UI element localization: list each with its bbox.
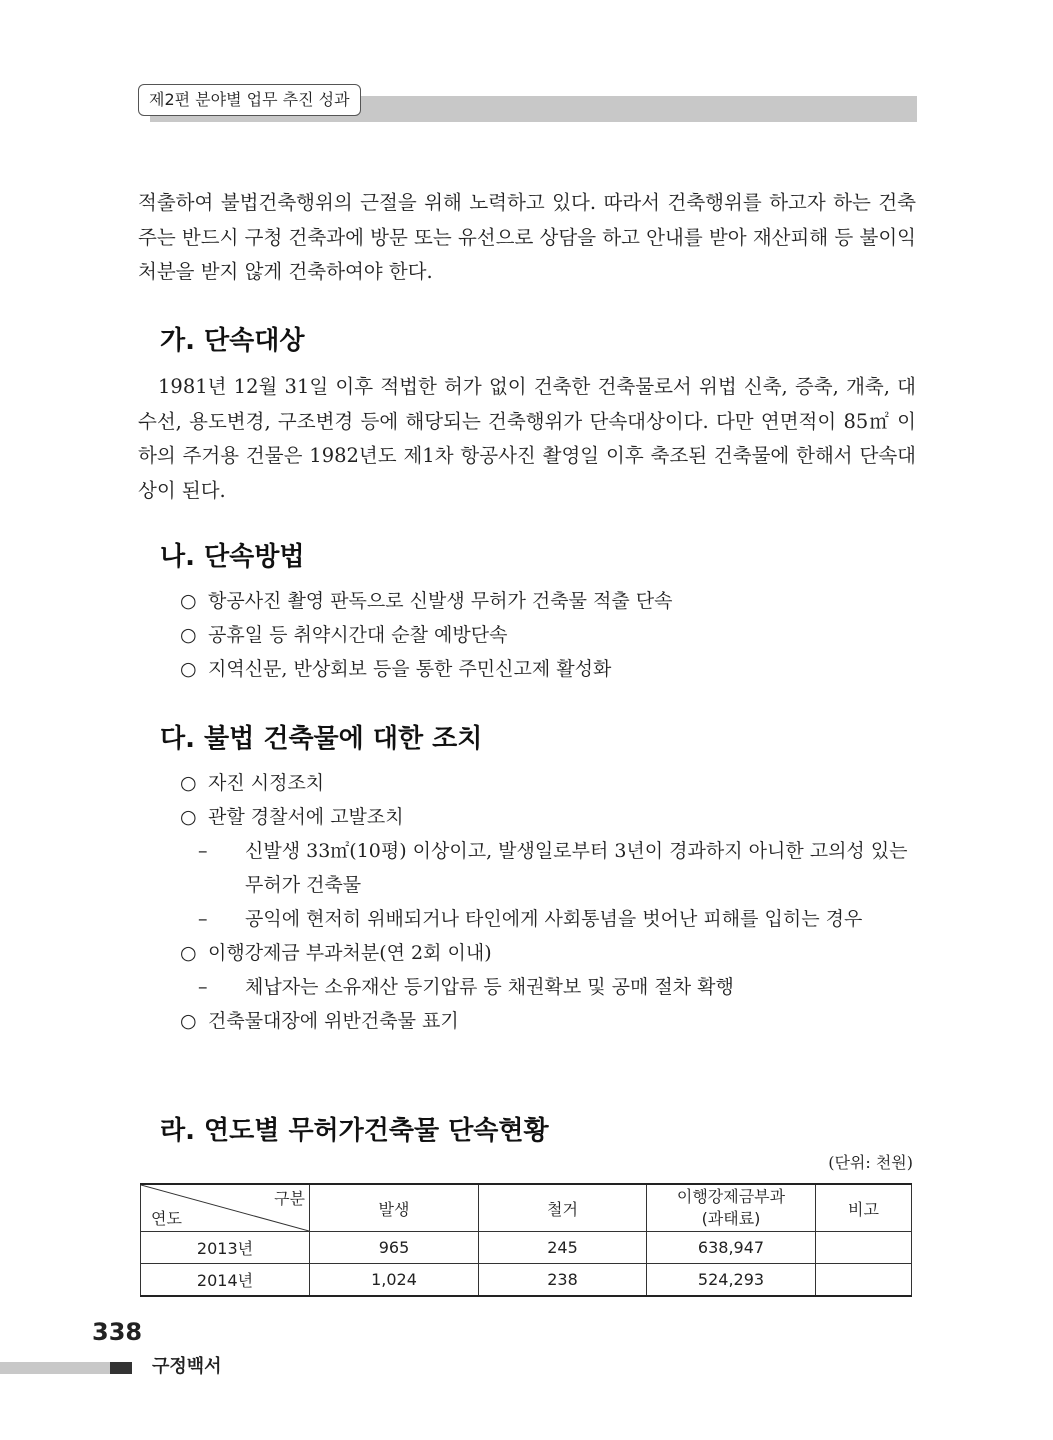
- cell-fine: 524,293: [647, 1264, 816, 1297]
- table-header-row: [141, 1184, 912, 1232]
- table-row: [141, 1232, 912, 1264]
- paragraph-ga: 1981년 12월 31일 이후 적법한 허가 없이 건축한 건축물로서 위법 신축, 증축, 개축, 대수선, 용도변경, 구조변경 등에 해당되는 건축행위가 단속대상이다. 다만 연면적이 85㎡ 이하의 주거용 건물은 1982년도 제1차 항공사진 촬영일 이후 축조된 건축물에 한해서 단속대상이 된다.: [138, 375, 916, 502]
- heading-da: 다. 불법 건축물에 대한 조치: [160, 724, 483, 754]
- circle-bullet-icon: ○: [180, 806, 197, 828]
- cell-remove: 245: [479, 1232, 647, 1264]
- cell-note: [816, 1264, 912, 1297]
- dash-item: – 공익에 현저히 위배되거나 타인에게 사회통념을 벗어난 피해를 입히는 경우: [198, 902, 920, 936]
- heading-na: 나. 단속방법: [160, 542, 305, 572]
- header-remove: 철거: [479, 1184, 647, 1232]
- cell-note: [816, 1232, 912, 1264]
- cell-fine: 638,947: [647, 1232, 816, 1264]
- dash-icon: –: [198, 976, 208, 998]
- header-fine: 이행강제금부과 (과태료): [647, 1184, 816, 1232]
- list-item: ○ 건축물대장에 위반건축물 표기: [180, 1004, 920, 1038]
- circle-bullet-icon: ○: [180, 624, 197, 646]
- enforcement-table: [140, 1183, 912, 1297]
- header-occur: 발생: [310, 1184, 479, 1232]
- list-item: ○ 지역신문, 반상회보 등을 통한 주민신고제 활성화: [180, 652, 920, 686]
- list-item: ○ 관할 경찰서에 고발조치: [180, 800, 920, 834]
- footer-decoration-block: [110, 1362, 132, 1374]
- list-item: ○ 이행강제금 부과처분(연 2회 이내): [180, 936, 920, 970]
- cell-occur: 1,024: [310, 1264, 479, 1297]
- dash-item: – 신발생 33㎡(10평) 이상이고, 발생일로부터 3년이 경과하지 아니한 고의성 있는 무허가 건축물: [198, 834, 920, 902]
- list-item: ○ 자진 시정조치: [180, 766, 920, 800]
- unit-label: (단위: 천원): [828, 1153, 913, 1172]
- dash-icon: –: [198, 908, 208, 930]
- cell-year: 2013년: [141, 1232, 310, 1264]
- footer-decoration-bar: [0, 1362, 110, 1374]
- list-na: [180, 584, 920, 686]
- circle-bullet-icon: ○: [180, 590, 197, 612]
- circle-bullet-icon: ○: [180, 1010, 197, 1032]
- cell-year: 2014년: [141, 1264, 310, 1297]
- list-item: ○ 공휴일 등 취약시간대 순찰 예방단속: [180, 618, 920, 652]
- dash-icon: –: [198, 840, 208, 862]
- circle-bullet-icon: ○: [180, 942, 197, 964]
- header-year: 연도: [151, 1209, 182, 1228]
- table-row: [141, 1264, 912, 1297]
- header-diagonal-cell: [141, 1184, 310, 1232]
- dash-item: – 체납자는 소유재산 등기압류 등 채권확보 및 공매 절차 확행: [198, 970, 920, 1004]
- book-title: 구정백서: [152, 1356, 222, 1377]
- list-da: [180, 766, 920, 1038]
- header-category: 구분: [274, 1189, 305, 1208]
- cell-occur: 965: [310, 1232, 479, 1264]
- page-number: 338: [92, 1318, 143, 1346]
- circle-bullet-icon: ○: [180, 772, 197, 794]
- heading-ga: 가. 단속대상: [160, 326, 305, 356]
- heading-ra: 라. 연도별 무허가건축물 단속현황: [160, 1116, 549, 1146]
- header-note: 비고: [816, 1184, 912, 1232]
- section-header: 제2편 분야별 업무 추진 성과: [138, 84, 361, 116]
- cell-remove: 238: [479, 1264, 647, 1297]
- intro-paragraph: 적출하여 불법건축행위의 근절을 위해 노력하고 있다. 따라서 건축행위를 하고자 하는 건축주는 반드시 구청 건축과에 방문 또는 유선으로 상담을 하고 안내를 받아 재산피해 등 불이익 처분을 받지 않게 건축하여야 한다.: [138, 191, 916, 283]
- circle-bullet-icon: ○: [180, 658, 197, 680]
- list-item: ○ 항공사진 촬영 판독으로 신발생 무허가 건축물 적출 단속: [180, 584, 920, 618]
